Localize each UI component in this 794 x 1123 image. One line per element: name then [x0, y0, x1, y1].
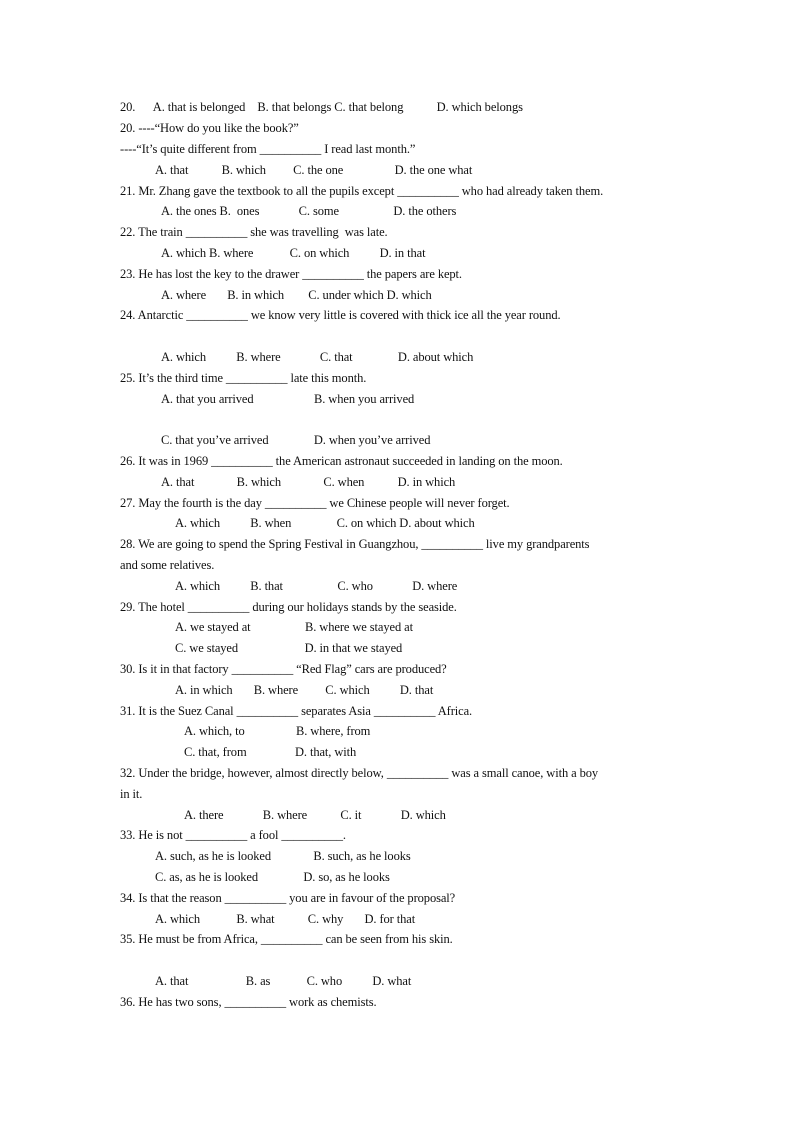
question-31-options-row2: C. that, from D. that, with: [184, 745, 357, 759]
question-35-line: 35. He must be from Africa, __________ can be seen from his skin.: [120, 932, 453, 946]
question-30-options: A. in which B. where C. which D. that: [175, 683, 434, 697]
question-20b-prompt-line: ----“It’s quite different from __________ I read last month.”: [120, 142, 416, 156]
question-32-line-cont: in it.: [120, 787, 143, 801]
question-22-options: A. which B. where C. on which D. in that: [161, 246, 426, 260]
question-29-line: 29. The hotel __________ during our holidays stands by the seaside.: [120, 600, 457, 614]
question-23-options: A. where B. in which C. under which D. which: [161, 288, 432, 302]
question-34-line: 34. Is that the reason __________ you are in favour of the proposal?: [120, 891, 456, 905]
question-29-options-row1: A. we stayed at B. where we stayed at: [175, 620, 413, 634]
question-25-line: 25. It’s the third time __________ late this month.: [120, 371, 367, 385]
question-31-line: 31. It is the Suez Canal __________ separates Asia __________ Africa.: [120, 704, 473, 718]
question-35-options: A. that B. as C. who D. what: [155, 974, 412, 988]
question-28-options: A. which B. that C. who D. where: [175, 579, 458, 593]
question-20b-line: 20. ----“How do you like the book?”: [120, 121, 299, 135]
question-21-options: A. the ones B. ones C. some D. the others: [161, 204, 457, 218]
question-29-options-row2: C. we stayed D. in that we stayed: [175, 641, 403, 655]
question-27-options: A. which B. when C. on which D. about which: [175, 516, 475, 530]
question-25-options-row1: A. that you arrived B. when you arrived: [161, 392, 415, 406]
question-28-line-cont: and some relatives.: [120, 558, 215, 572]
question-32-line: 32. Under the bridge, however, almost directly below, __________ was a small canoe, with a boy: [120, 766, 599, 780]
question-34-options: A. which B. what C. why D. for that: [155, 912, 416, 926]
question-20a-line: 20. A. that is belonged B. that belongs C. that belong D. which belongs: [120, 100, 523, 114]
question-25-options-row2: C. that you’ve arrived D. when you’ve arrived: [161, 433, 431, 447]
question-36-line: 36. He has two sons, __________ work as chemists.: [120, 995, 377, 1009]
question-30-line: 30. Is it in that factory __________ “Red Flag” cars are produced?: [120, 662, 447, 676]
question-26-options: A. that B. which C. when D. in which: [161, 475, 456, 489]
question-26-line: 26. It was in 1969 __________ the American astronaut succeeded in landing on the moon.: [120, 454, 563, 468]
question-24-options: A. which B. where C. that D. about which: [161, 350, 474, 364]
question-28-line: 28. We are going to spend the Spring Festival in Guangzhou, __________ live my grandparents: [120, 537, 590, 551]
question-20b-options: A. that B. which C. the one D. the one what: [155, 163, 473, 177]
question-27-line: 27. May the fourth is the day __________ we Chinese people will never forget.: [120, 496, 510, 510]
question-24-line: 24. Antarctic __________ we know very little is covered with thick ice all the year round.: [120, 308, 561, 322]
question-33-line: 33. He is not __________ a fool __________.: [120, 828, 346, 842]
question-22-line: 22. The train __________ she was travelling was late.: [120, 225, 388, 239]
question-31-options-row1: A. which, to B. where, from: [184, 724, 371, 738]
question-33-options-row2: C. as, as he is looked D. so, as he looks: [155, 870, 390, 884]
question-33-options-row1: A. such, as he is looked B. such, as he looks: [155, 849, 411, 863]
question-32-options: A. there B. where C. it D. which: [184, 808, 446, 822]
question-23-line: 23. He has lost the key to the drawer __________ the papers are kept.: [120, 267, 462, 281]
question-21-line: 21. Mr. Zhang gave the textbook to all the pupils except __________ who had already taken them.: [120, 184, 604, 198]
